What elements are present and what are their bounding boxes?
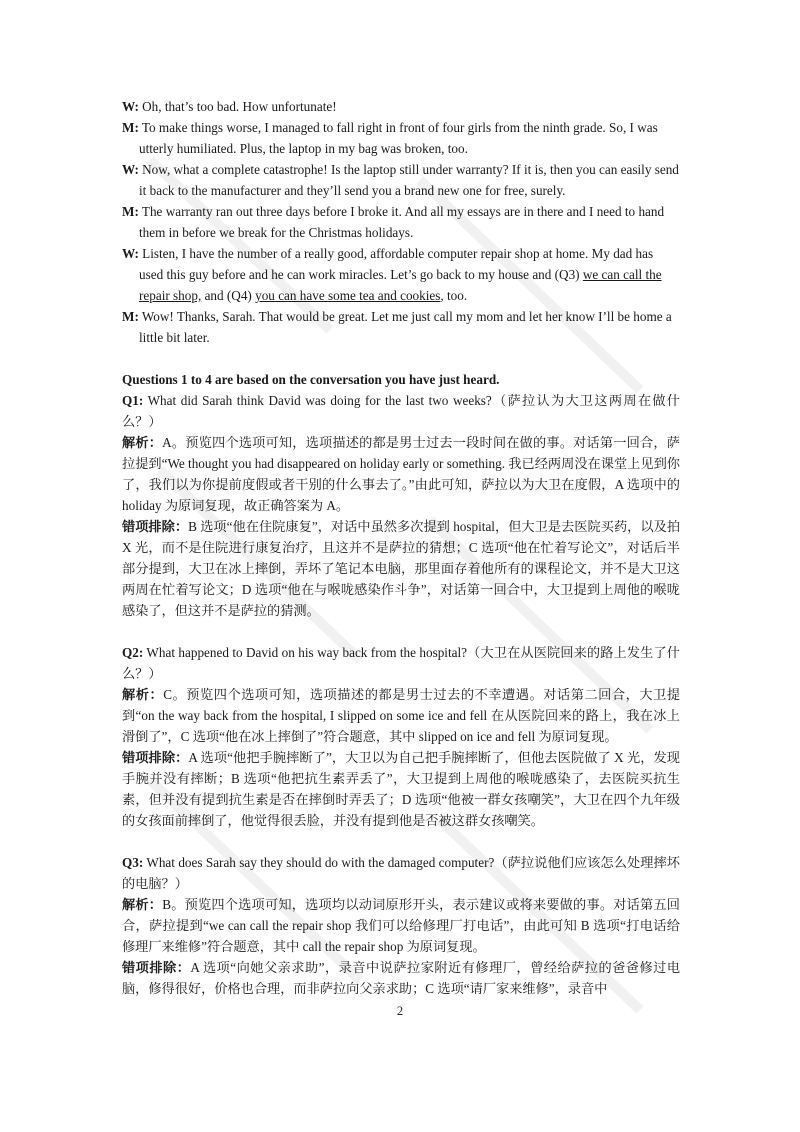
dialogue-text: The warranty ran out three days before I broke it. And all my essays are in there and I need to hand them in before we break for the Christmas holidays. (139, 204, 665, 240)
question-body: What happened to David on his way back from the hospital?（大卫在从医院回来的路上发生了什么？） (122, 645, 680, 681)
analysis-body: C。预览四个选项可知，选项描述的都是男士过去的不幸遭遇。对话第二回合，大卫提到“on the way back from the hospital, I slipped on some ice and fell 在从医院回来的路上，我在冰上滑倒了”，C 选项“他在冰上摔倒了”符合题意，其中 slipped on ice and fell 为原词复现。 (122, 687, 681, 744)
analysis-paragraph (122, 432, 680, 516)
analysis-body: B。预览四个选项可知，选项均以动词原形开头，表示建议或将来要做的事。对话第五回合，萨拉提到“we can call the repair shop 我们可以给修理厂打电话”，由此可知 B 选项“打电话给修理厂来维修”符合题意，其中 call the repair shop 为原词复现。 (122, 897, 680, 954)
page-number: 2 (396, 1004, 404, 1018)
question-label: Q3: (122, 855, 144, 870)
main-content (122, 96, 680, 999)
underlined-answer: you can have some tea and cookies (255, 288, 441, 303)
question-block (122, 852, 680, 999)
dialogue-text: Oh, that’s too bad. How unfortunate! (142, 99, 337, 114)
question-block (122, 390, 680, 642)
elimination-body: A 选项“向她父亲求助”，录音中说萨拉家附近有修理厂，曾经给萨拉的爸爸修过电脑，修得很好，价格也合理，而非萨拉向父亲求助；C 选项“请厂家来维修”，录音中 (122, 960, 681, 996)
dialogue-line (122, 201, 680, 243)
elimination-label: 错项排除： (122, 519, 189, 534)
speaker-label: W: (122, 246, 139, 261)
question-analyses (122, 390, 680, 999)
dialogue-line (122, 306, 680, 348)
dialogue-line (122, 159, 680, 201)
speaker-label: M: (122, 120, 139, 135)
elimination-body: B 选项“他在住院康复”，对话中虽然多次提到 hospital，但大卫是去医院买药，以及拍 X 光，而不是住院进行康复治疗，且这并不是萨拉的猜想；C 选项“他在忙着写论文”，对话后半部分提到，大卫在冰上摔倒，弄坏了笔记本电脑，那里面存着他所有的课程论文，并不是大卫这两周在忙着写论文；D 选项“他在与喉咙感染作斗争”，对话第一回合中，大卫提到上周他的喉咙感染了，但这并不是萨拉的猜测。 (122, 519, 681, 618)
dialogue-line (122, 117, 680, 159)
elimination-paragraph (122, 516, 680, 621)
elimination-label: 错项排除： (122, 960, 191, 975)
question-label: Q2: (122, 645, 144, 660)
speaker-label: M: (122, 204, 139, 219)
dialogue-text: Wow! Thanks, Sarah. That would be great. Let me just call my mom and let her know I’ll be home a little bit later. (139, 309, 672, 345)
dialogue-text: Now, what a complete catastrophe! Is the laptop still under warranty? If it is, then you can easily send it back to the manufacturer and they’ll send you a brand new one for free, surely. (139, 162, 679, 198)
dialogue-text: , too. (440, 288, 468, 303)
analysis-paragraph (122, 684, 680, 747)
analysis-body: A。预览四个选项可知，选项描述的都是男士过去一段时间在做的事。对话第一回合，萨拉提到“We thought you had disappeared on holiday early or something. 我已经两周没在课堂上见到你了，我们以为你提前度假或者干别的什么事去了。”由此可知，萨拉以为大卫在度假，A 选项中的 holiday 为原词复现，故正确答案为 A。 (122, 435, 680, 513)
underlined-answer: we can call the repair shop, (139, 267, 662, 303)
question-text (122, 642, 680, 684)
elimination-body: A 选项“他把手腕摔断了”，大卫以为自己把手腕摔断了，但他去医院做了 X 光，发现手腕并没有摔断；B 选项“他把抗生素弄丢了”，大卫提到上周他的喉咙感染了，去医院买抗生素，但并没有提到抗生素是否在摔倒时弄丢了；D 选项“他被一群女孩嘲笑”，大卫在四个九年级的女孩面前摔倒了，他觉得很丢脸，并没有提到他是否被这群女孩嘲笑。 (122, 750, 680, 828)
section-title: Questions 1 to 4 are based on the conversation you have just heard. (122, 372, 500, 387)
dialogue-transcript (122, 96, 680, 348)
dialogue-line (122, 96, 680, 117)
question-body: What did Sarah think David was doing for the last two weeks?（萨拉认为大卫这两周在做什么？） (122, 393, 680, 429)
dialogue-text: Listen, I have the number of a really good, affordable computer repair shop at home. My dad has used this guy before and he can work miracles. Let’s go back to my house and (Q3) (139, 246, 654, 282)
elimination-label: 错项排除： (122, 750, 189, 765)
speaker-label: W: (122, 99, 139, 114)
question-block (122, 642, 680, 852)
dialogue-text: and (Q4) (201, 288, 256, 303)
question-text (122, 852, 680, 894)
analysis-label: 解析： (122, 687, 164, 702)
analysis-label: 解析： (122, 435, 163, 450)
dialogue-text: To make things worse, I managed to fall right in front of four girls from the ninth grade. So, I was utterly humiliated. Plus, the laptop in my bag was broken, too. (139, 120, 658, 156)
question-body: What does Sarah say they should do with the damaged computer?（萨拉说他们应该怎么处理摔坏的电脑？） (122, 855, 680, 891)
speaker-label: W: (122, 162, 139, 177)
dialogue-line (122, 243, 680, 306)
speaker-label: M: (122, 309, 139, 324)
analysis-label: 解析： (122, 897, 163, 912)
elimination-paragraph (122, 747, 680, 831)
analysis-paragraph (122, 894, 680, 957)
elimination-paragraph (122, 957, 680, 999)
question-text (122, 390, 680, 432)
question-label: Q1: (122, 393, 144, 408)
